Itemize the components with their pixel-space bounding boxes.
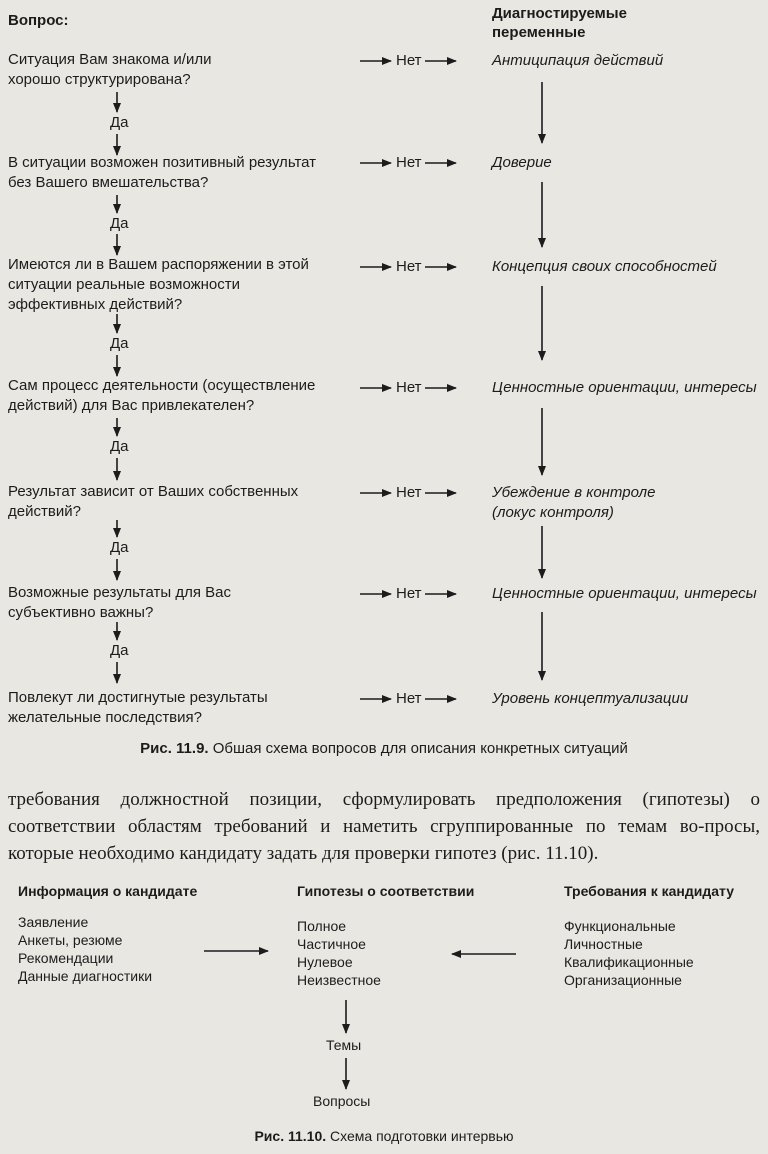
list-item: Данные диагностики <box>18 968 153 984</box>
caption-label: Рис. 11.10. <box>254 1128 327 1144</box>
caption-text: Обшая схема вопросов для описания конкретных ситуаций <box>212 740 628 757</box>
list-item: Личностные <box>564 936 643 952</box>
list-item: Анкеты, резюме <box>18 932 123 948</box>
hypotheses-title: Гипотезы о соответствии <box>297 883 475 899</box>
variables-header-line: Диагностируемые <box>492 5 627 22</box>
questions-node: Вопросы <box>313 1093 371 1109</box>
question-line: Имеются ли в Вашем распоряжении в этой <box>8 256 309 273</box>
caption-text: Схема подготовки интервью <box>330 1128 514 1144</box>
yes-label: Да <box>110 438 129 455</box>
question-line: желательные последствия? <box>8 709 202 726</box>
yes-label: Да <box>110 215 129 232</box>
question-line: субъективно важны? <box>8 604 154 621</box>
list-item: Рекомендации <box>18 950 114 966</box>
list-item: Квалификационные <box>564 954 694 970</box>
question-line: Результат зависит от Ваших собственных <box>8 483 299 500</box>
yes-label: Да <box>110 335 129 352</box>
no-label: Нет <box>396 258 422 275</box>
list-item: Функциональные <box>564 918 676 934</box>
variable-line: Ценностные ориентации, интересы <box>492 379 757 396</box>
variables-header-line: переменные <box>492 24 586 41</box>
list-item: Заявление <box>18 914 89 930</box>
variable-line: (локус контроля) <box>492 504 614 521</box>
question-line: Сам процесс деятельности (осуществление <box>8 377 316 394</box>
yes-label: Да <box>110 114 129 131</box>
list-item: Частичное <box>297 936 366 952</box>
question-line: В ситуации возможен позитивный результат <box>8 154 317 171</box>
question-line: ситуации реальные возможности <box>8 276 241 293</box>
question-line: хорошо структурирована? <box>8 71 191 88</box>
list-item: Неизвестное <box>297 972 381 988</box>
list-item: Полное <box>297 918 347 934</box>
no-label: Нет <box>396 484 422 501</box>
body-paragraph: требования должностной позиции, сформулировать предположения (гипотезы) о соответствии областям требований и наметить сгруппированные по темам во-просы, которые необходимо кандидату задать для проверки гипотез (рис. 11.10). <box>8 789 760 864</box>
question-line: без Вашего вмешательства? <box>8 174 209 191</box>
variable-line: Уровень концептуализации <box>492 690 689 707</box>
no-label: Нет <box>396 379 422 396</box>
topics-node: Темы <box>326 1037 362 1053</box>
variable-line: Ценностные ориентации, интересы <box>492 585 757 602</box>
variable-line: Доверие <box>492 154 552 171</box>
question-line: действий) для Вас привлекателен? <box>8 397 255 414</box>
no-label: Нет <box>396 154 422 171</box>
yes-label: Да <box>110 539 129 556</box>
variable-line: Концепция своих способностей <box>492 258 717 275</box>
yes-label: Да <box>110 642 129 659</box>
arrow-group <box>117 61 542 1089</box>
no-label: Нет <box>396 585 422 602</box>
list-item: Нулевое <box>297 954 353 970</box>
no-label: Нет <box>396 690 422 707</box>
question-line: Ситуация Вам знакома и/или <box>8 51 212 68</box>
caption-label: Рис. 11.9. <box>140 740 209 757</box>
question-line: действий? <box>8 503 81 520</box>
question-line: Возможные результаты для Вас <box>8 584 231 601</box>
requirements-title: Требования к кандидату <box>564 883 735 899</box>
candidate-info-title: Информация о кандидате <box>18 883 198 899</box>
question-line: Повлекут ли достигнутые результаты <box>8 689 268 706</box>
variable-line: Антиципация действий <box>492 52 664 69</box>
variable-line: Убеждение в контроле <box>492 484 656 501</box>
list-item: Организационные <box>564 972 682 988</box>
no-label: Нет <box>396 52 422 69</box>
question-header: Вопрос: <box>8 12 69 29</box>
question-line: эффективных действий? <box>8 296 183 313</box>
